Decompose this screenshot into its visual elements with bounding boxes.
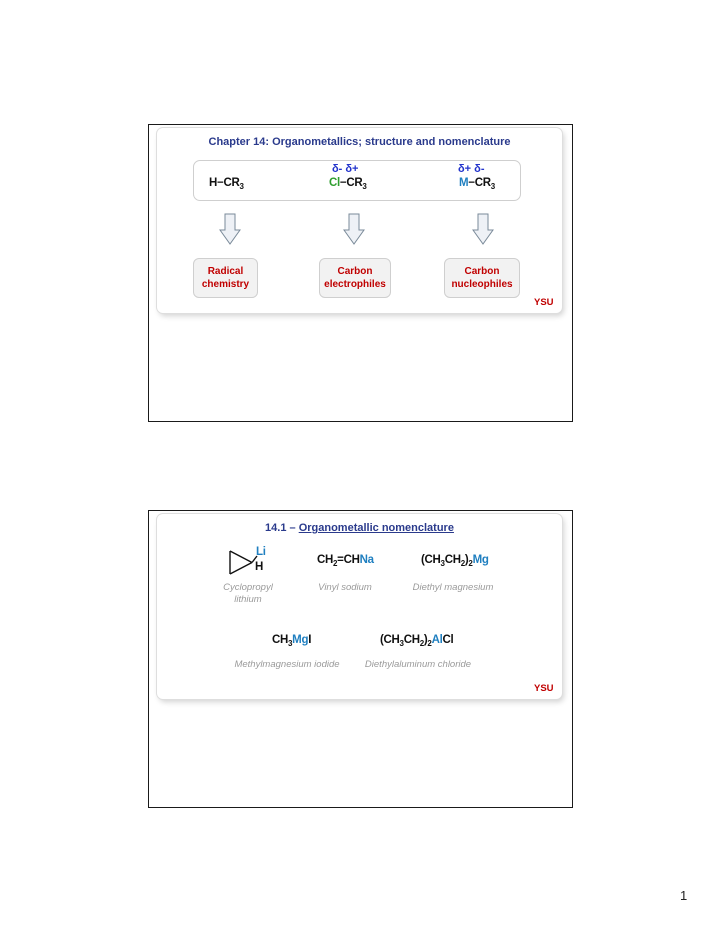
slide-1-content — [157, 128, 562, 313]
formula-methylmagnesium-iodide: $CH_3MgI$ — [272, 634, 312, 648]
formula-m-cr3: $M-CR_3$ — [459, 177, 495, 191]
slide-1-frame — [148, 124, 573, 422]
slide-1-title: Chapter 14: Organometallics; structure and nomenclature — [208, 136, 511, 148]
caption-methylmagnesium-iodide: Methylmagnesium iodide — [234, 659, 340, 670]
partial-charges-metal: δ+ δ- — [458, 163, 485, 175]
formula-diethyl-magnesium: $(CH_3CH_2)_2Mg$ — [421, 554, 489, 568]
caption-vinyl-sodium: Vinyl sodium — [318, 582, 372, 593]
formula-h-cr3: $H-CR_3$ — [209, 177, 244, 191]
caption-diethyl-magnesium: Diethyl magnesium — [412, 582, 494, 593]
formula-diethylaluminum-chloride: $(CH_3CH_2)_2AlCl$ — [380, 634, 454, 648]
slide-2-frame — [148, 510, 573, 808]
category-carbon-nucleophiles: Carbon nucleophiles — [444, 258, 520, 298]
cyclopropyl-lithium-metal: Li — [256, 546, 266, 558]
down-arrow-icon — [472, 213, 494, 245]
cyclopropane-ring — [228, 549, 258, 579]
ysu-logo: YSU — [534, 297, 554, 308]
cyclopropyl-lithium-hydrogen: H — [255, 561, 264, 573]
category-carbon-electrophiles: Carbon electrophiles — [319, 258, 391, 298]
page-number: 1 — [680, 888, 688, 903]
formula-vinyl-sodium: $CH_2=CHNa$ — [317, 554, 374, 568]
slide-2-title: 14.1 – Organometallic nomenclature — [265, 522, 454, 534]
slide-2-content — [157, 514, 562, 699]
formula-cl-cr3: $Cl-CR_3$ — [329, 177, 367, 191]
ysu-logo: YSU — [534, 683, 554, 694]
caption-diethylaluminum-chloride: Diethylaluminum chloride — [364, 659, 472, 670]
down-arrow-icon — [219, 213, 241, 245]
caption-cyclopropyl-lithium: Cyclopropyl lithium — [223, 582, 273, 605]
category-radical-chemistry: Radical chemistry — [193, 258, 258, 298]
partial-charges-chloride: δ- δ+ — [332, 163, 359, 175]
down-arrow-icon — [343, 213, 365, 245]
